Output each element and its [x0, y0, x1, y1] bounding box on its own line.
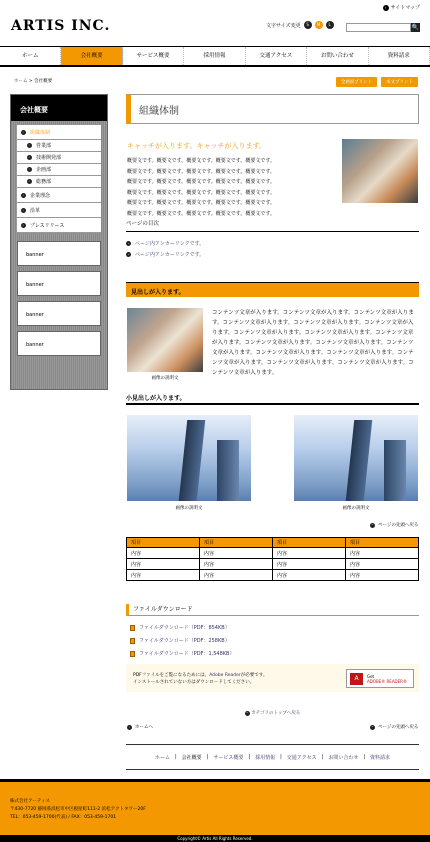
adobe-badge-get: Get — [367, 674, 375, 679]
category-top-link[interactable] — [126, 710, 419, 716]
summary-line: 概要文です。概要文です。概要文です。概要文です。概要文です。 — [127, 210, 276, 217]
nav-company[interactable]: 会社概要 — [61, 47, 122, 65]
content-text: コンテンツ文章が入ります。コンテンツ文章が入ります。コンテンツ文章が入ります。コンテンツ文章が入ります。コンテンツ文章が入ります。コンテンツ文章が入ります。コンテンツ文章が入ります。コンテンツ文章が入ります。コンテンツ文章が入ります。コンテンツ文章が入ります。コンテンツ文章が入ります。コンテンツ文章が入ります。コンテンツ文章が入ります。コンテンツ文章が入ります。コンテンツ文章が入ります。コンテンツ文章が入ります。コンテンツ文章が入ります。コンテンツ文章が入ります。 — [212, 310, 414, 376]
table-cell: 内容 — [346, 548, 419, 559]
breadcrumb-sep: > — [27, 79, 35, 84]
arrow-down-icon: ⌄ — [127, 252, 130, 256]
table-header: 項目 — [346, 538, 419, 548]
photo-building — [127, 415, 251, 501]
nav-recruit[interactable]: 採用情報 — [184, 47, 245, 65]
sidebar-menu — [17, 125, 101, 233]
toc-link[interactable] — [126, 238, 419, 249]
table-header: 項目 — [127, 538, 200, 548]
arrow-right-icon: › — [22, 222, 25, 227]
category-top-label: カテゴリのトップへ戻る — [251, 711, 301, 716]
sidebar-item-label: 沿革 — [30, 207, 41, 214]
sidebar-item-tech[interactable] — [17, 152, 101, 164]
download-heading: ファイルダウンロード — [126, 604, 419, 616]
company-address: 〒430-7720 静岡県浜松市中区板屋町111-2 浜松アクトタワー20F — [10, 807, 146, 812]
summary-line: 概要文です。概要文です。概要文です。概要文です。概要文です。 — [127, 200, 276, 206]
catch-copy: キャッチが入ります。キャッチが入ります。 — [127, 142, 266, 150]
footer-nav — [126, 744, 419, 770]
sidebar-item-label: 企業理念 — [30, 192, 51, 199]
nav-service[interactable]: サービス概要 — [123, 47, 184, 65]
nav-access[interactable]: 交通アクセス — [246, 47, 307, 65]
download-label: ファイルダウンロード（PDF：258KB） — [139, 638, 230, 644]
toc-link-label: ページ内アンカーリンクです。 — [135, 241, 205, 247]
footer-nav-home[interactable]: ホーム — [154, 754, 170, 761]
breadcrumb-current: 会社概要 — [34, 79, 53, 84]
download-link[interactable] — [130, 637, 230, 644]
pdf-icon — [130, 651, 135, 657]
footer-nav-company[interactable]: 会社概要 — [181, 754, 202, 761]
print-body-button[interactable]: 本文プリント — [381, 77, 418, 87]
home-link[interactable] — [127, 724, 153, 730]
adobe-reader-link[interactable]: Adobe Reader — [209, 673, 241, 678]
print-full-button[interactable]: 全画面プリント — [336, 77, 377, 87]
arrow-right-icon: › — [383, 5, 389, 11]
arrow-down-icon: ⌄ — [127, 241, 130, 245]
fontsize-medium-button[interactable]: M — [315, 21, 323, 29]
arrow-up-icon: ^ — [371, 522, 374, 527]
sidebar-item-label: 組織体制 — [30, 129, 51, 136]
nav-request[interactable]: 資料請求 — [369, 47, 430, 65]
footer — [0, 779, 430, 842]
pdf-icon — [130, 638, 135, 644]
adobe-icon: A — [350, 673, 363, 685]
table-row — [127, 548, 419, 559]
data-table — [126, 537, 419, 581]
summary-line: 概要文です。概要文です。概要文です。概要文です。概要文です。 — [127, 158, 276, 164]
main-content — [126, 94, 419, 761]
adobe-text: インストールされていない方はダウンロードしてください。 — [133, 680, 255, 685]
image-caption: 画像の説明文 — [175, 506, 203, 511]
download-link[interactable] — [130, 624, 230, 631]
summary-line: 概要文です。概要文です。概要文です。概要文です。概要文です。 — [127, 179, 276, 185]
table-cell: 内容 — [346, 559, 419, 570]
summary-line: 概要文です。概要文です。概要文です。概要文です。概要文です。 — [127, 189, 276, 196]
sidebar-item-label: 営業部 — [36, 143, 52, 149]
photo-hands-document — [342, 139, 418, 203]
arrow-up-icon: ^ — [371, 724, 374, 729]
arrow-up-icon: ^ — [245, 711, 249, 715]
photo-building — [294, 415, 418, 501]
table-cell: 内容 — [127, 548, 200, 559]
header — [0, 0, 430, 46]
toc-title: ページの目次 — [126, 219, 419, 232]
arrow-right-icon: › — [28, 179, 31, 183]
table-cell: 内容 — [346, 570, 419, 581]
footer-nav-contact[interactable]: お問い合わせ — [328, 754, 359, 761]
table-cell: 内容 — [200, 548, 273, 559]
sidebar-item-label: プレスリリース — [30, 222, 65, 229]
table-header-row — [127, 538, 419, 548]
search-icon[interactable]: 🔍 — [411, 24, 420, 31]
sidebar-title: 会社概要 — [11, 95, 107, 121]
separator: | — [174, 754, 177, 760]
footer-nav-request[interactable]: 資料請求 — [370, 754, 391, 761]
table-row — [127, 570, 419, 581]
fontsize-label: 文字サイズ変更 — [266, 22, 301, 29]
sidebar-banner[interactable]: banner — [17, 241, 101, 266]
search-input[interactable] — [346, 23, 411, 32]
separator: | — [363, 754, 366, 760]
arrow-right-icon: › — [28, 155, 31, 159]
adobe-badge-name: ADOBE® READER® — [367, 679, 407, 684]
table-header: 項目 — [200, 538, 273, 548]
nav-home[interactable]: ホーム — [0, 47, 61, 65]
logo[interactable]: ARTIS INC. — [11, 18, 111, 34]
separator: | — [321, 754, 324, 760]
footer-nav-service[interactable]: サービス概要 — [213, 754, 244, 761]
sidebar-item-label: 総務部 — [36, 179, 52, 185]
table-cell: 内容 — [127, 559, 200, 570]
arrow-right-icon: › — [22, 129, 25, 134]
photo-hands-document — [127, 308, 203, 372]
table-header: 項目 — [273, 538, 346, 548]
get-adobe-reader-button[interactable] — [346, 669, 414, 688]
sidebar — [10, 94, 108, 390]
page-toc — [126, 219, 419, 260]
pdf-icon — [130, 625, 135, 631]
home-link-label: ホームへ — [135, 725, 153, 730]
table-cell: 内容 — [273, 570, 346, 581]
back-to-top-link[interactable] — [370, 724, 418, 730]
search-box — [346, 23, 420, 32]
adobe-text: が必要です。 — [240, 673, 268, 678]
footer-nav-recruit[interactable]: 採用情報 — [255, 754, 276, 761]
adobe-text: PDFファイルをご覧になるためには、 — [133, 673, 210, 678]
sidebar-item-press[interactable] — [17, 218, 101, 233]
download-label: ファイルダウンロード（PDF：854KB） — [139, 625, 230, 631]
nav-contact[interactable]: お問い合わせ — [307, 47, 368, 65]
download-label: ファイルダウンロード（PDF：1,548KB） — [139, 651, 235, 657]
breadcrumb-home[interactable]: ホーム — [14, 79, 28, 84]
sidebar-item-general[interactable] — [17, 176, 101, 188]
table-cell: 内容 — [273, 548, 346, 559]
toc-link[interactable] — [126, 249, 419, 260]
table-cell: 内容 — [200, 570, 273, 581]
sidebar-banner[interactable]: banner — [17, 301, 101, 326]
table-cell: 内容 — [273, 559, 346, 570]
summary-line: 概要文です。概要文です。概要文です。概要文です。概要文です。 — [127, 168, 276, 175]
company-info — [10, 798, 146, 822]
company-tel: TEL：053-459-1700(代表) / FAX：053-459-1701 — [10, 815, 117, 820]
sitemap-label: サイトマップ — [390, 5, 420, 11]
sidebar-item-history[interactable] — [17, 203, 101, 218]
adobe-reader-notice — [126, 664, 419, 692]
footer-nav-access[interactable]: 交通アクセス — [286, 754, 317, 761]
breadcrumb — [14, 78, 52, 84]
sidebar-banner[interactable]: banner — [17, 331, 101, 356]
arrow-right-icon: › — [28, 143, 31, 147]
arrow-right-icon: › — [22, 207, 25, 212]
sitemap-link[interactable] — [383, 4, 420, 11]
subsection-heading: 小見出しが入ります。 — [126, 393, 419, 405]
table-cell: 内容 — [127, 570, 200, 581]
fontsize-switcher — [266, 21, 334, 29]
print-buttons — [336, 77, 418, 87]
back-to-top-label: ページの先頭へ戻る — [378, 725, 419, 730]
adobe-notice-text — [133, 672, 267, 686]
arrow-right-icon: › — [28, 167, 31, 171]
table-row — [127, 559, 419, 570]
sidebar-item-philosophy[interactable] — [17, 188, 101, 203]
separator: | — [248, 754, 251, 760]
back-to-top-link[interactable] — [370, 522, 418, 528]
table-cell: 内容 — [200, 559, 273, 570]
summary-text — [127, 156, 332, 219]
sidebar-item-planning[interactable] — [17, 164, 101, 176]
toc-link-label: ページ内アンカーリンクです。 — [135, 252, 205, 258]
sidebar-item-sales[interactable] — [17, 140, 101, 152]
sidebar-banner[interactable]: banner — [17, 271, 101, 296]
separator: | — [206, 754, 209, 760]
image-caption: 画像の説明文 — [151, 376, 179, 381]
arrow-right-icon: › — [22, 192, 25, 197]
section-heading: 見出しが入ります。 — [126, 282, 419, 297]
arrow-right-icon: › — [128, 724, 131, 729]
fontsize-large-button[interactable]: L — [326, 21, 334, 29]
company-name: 株式会社アーティス — [10, 799, 51, 804]
copyright: Copyright© Artis All Rights Reserved. — [0, 835, 430, 842]
global-nav — [0, 46, 430, 67]
sidebar-item-organization[interactable] — [17, 125, 101, 140]
page-title: 組織体制 — [126, 94, 419, 124]
sidebar-item-label: 技術開発部 — [36, 155, 62, 161]
sidebar-item-label: 企画部 — [36, 167, 52, 173]
separator: | — [280, 754, 282, 760]
back-to-top-label: ページの先頭へ戻る — [378, 523, 419, 528]
fontsize-small-button[interactable]: S — [304, 21, 312, 29]
image-caption: 画像の説明文 — [342, 506, 370, 511]
download-link[interactable] — [130, 650, 234, 657]
